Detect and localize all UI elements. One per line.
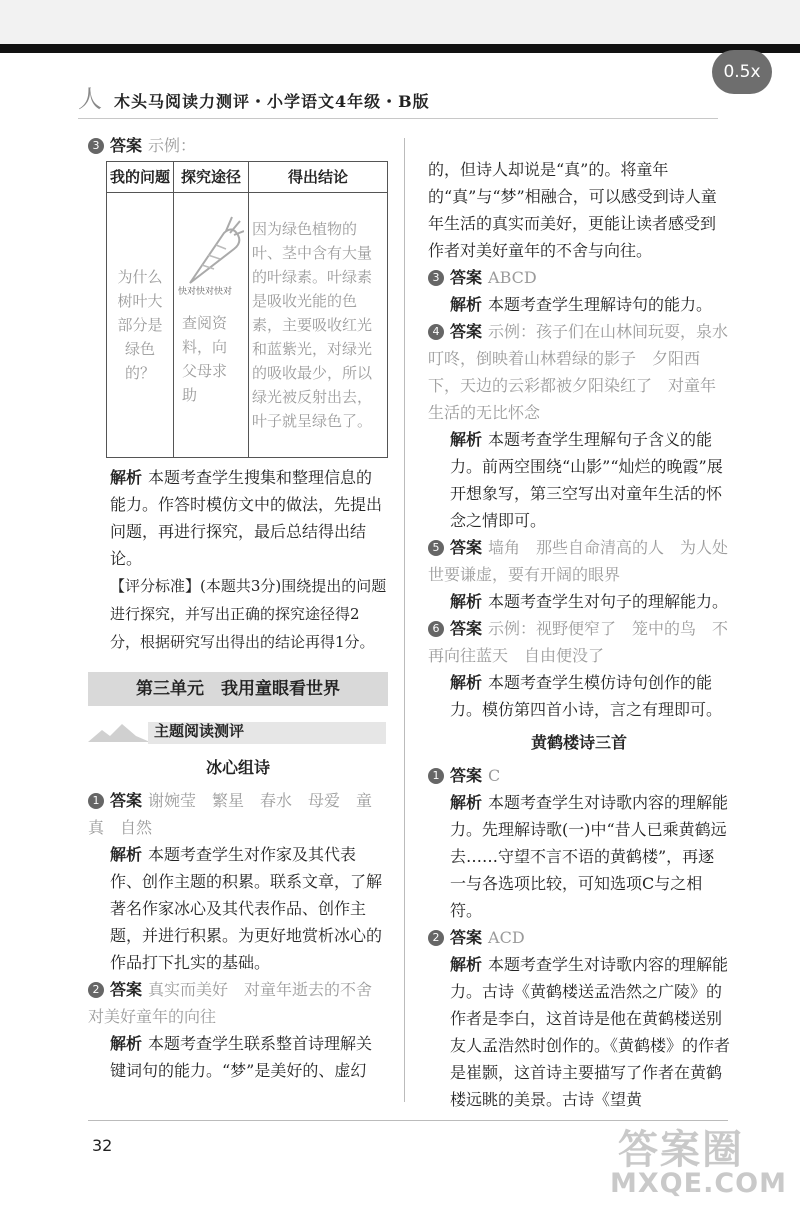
analysis-label: 解析 [450,592,483,611]
unit-title-banner: 第三单元 我用童眼看世界 [88,672,388,706]
analysis-text: 本题考查学生对句子的理解能力。 [488,592,729,611]
inquiry-table [106,161,388,458]
q2-answer-line [88,976,388,1030]
answer-label: 答案 [450,322,483,341]
analysis-label: 解析 [450,430,483,449]
table-header-question: 我的问题 [107,162,174,193]
watermark-text: 答案圈 [618,1127,744,1173]
q3-analysis [428,291,730,318]
q4-answer-line [428,318,730,426]
r1-analysis [428,789,730,924]
question-number-badge: 4 [428,324,444,340]
answer-label: 答案 [110,136,143,155]
publisher-logo-icon: 人 [78,85,102,113]
question-number-badge: 2 [88,982,104,998]
q3-answer-line [88,132,388,159]
question-number-badge: 2 [428,930,444,946]
r2-analysis [428,951,730,1113]
analysis-label: 解析 [110,1034,143,1053]
analysis-text: 本题考查学生模仿诗句创作的能力。模仿第四首小诗，言之有理即可。 [450,673,723,719]
watermark-url: MXQE.COM [610,1168,787,1199]
q5-answer-line [428,534,730,588]
passage-title: 黄鹤楼诗三首 [530,733,627,752]
answer-value: 示例： [148,136,197,155]
zoom-indicator-button[interactable]: 0.5x [712,50,772,94]
question-number-badge: 1 [428,768,444,784]
analysis-label: 解析 [450,673,483,692]
watermark-logo [588,1118,788,1206]
r1-answer-line [428,762,730,789]
q1-analysis [88,841,388,976]
passage-title: 冰心组诗 [205,758,270,777]
analysis-text: 本题考查学生搜集和整理信息的能力。作答时模仿文中的做法，先提出问题，再进行探究，最后总结得出结论。 [110,468,383,568]
answer-label: 答案 [110,791,143,810]
question-number-badge: 3 [88,138,104,154]
answer-value: 真实而美好 对童年逝去的不舍 对美好童年的向往 [88,980,389,1026]
q4-analysis [428,426,730,534]
table-cell-question: 为什么树叶大部分是绿色的？ [107,193,174,458]
answer-value: C [488,766,501,785]
column-divider [404,138,405,1102]
answer-value: ACD [488,928,525,947]
section-heading [88,716,388,746]
analysis-text: 本题考查学生理解诗句的能力。 [488,295,713,314]
table-cell-conclusion: 因为绿色植物的叶、茎中含有大量的叶绿素。叶绿素是吸收光能的色素，主要吸收红光和蓝紫光，对绿光的吸收最少，所以绿光被反射出去，叶子就呈绿色了。 [249,193,388,458]
analysis-text: 本题考查学生对诗歌内容的理解能力。先理解诗歌(一)中“昔人已乘黄鹤远去……守望不言不语的黄鹤楼”，再逐一与各选项比较，可知选项C与之相符。 [450,793,729,920]
page-number: 32 [92,1136,113,1155]
answer-label: 答案 [110,980,143,999]
question-number-badge: 6 [428,621,444,637]
sticker-text: 快对快对快对 [178,287,233,297]
book-title: 木头马阅读力测评・小学语文4年级・B版 [114,92,430,111]
analysis-label: 解析 [450,793,483,812]
answer-label: 答案 [450,268,483,287]
q5-analysis [428,588,730,615]
analysis-label: 解析 [110,468,143,487]
answer-label: 答案 [450,766,483,785]
viewer-black-bar [0,44,800,53]
answer-value: 谢婉莹 繁星 春水 母爱 童真 自然 [88,791,373,837]
q6-analysis [428,669,730,723]
answer-label: 答案 [450,928,483,947]
table-header-method: 探究途径 [174,162,249,193]
answer-value: 示例：孩子们在山林间玩耍，泉水叮咚，倒映着山林碧绿的影子 夕阳西下，天边的云彩都被夕阳染红了 对童年生活的无比怀念 [428,322,729,422]
table-header-conclusion: 得出结论 [249,162,388,193]
analysis-text: 本题考查学生对作家及其代表作、创作主题的积累。联系文章，了解著名作家冰心及其代表作品、创作主题，并进行积累。为更好地赏析冰心的作品打下扎实的基础。 [110,845,383,972]
q3-answer-line [428,264,730,291]
question-number-badge: 3 [428,270,444,286]
left-column [88,132,388,1084]
header-rule [78,118,718,119]
question-number-badge: 5 [428,540,444,556]
answer-value: 示例：视野便窄了 笼中的鸟 不再向往蓝天 自由便没了 [428,619,729,665]
scoring-standard: 【评分标准】(本题共3分)围绕提出的问题进行探究，并写出正确的探究途径得2分，根据研究写出得出的结论再得1分。 [110,577,387,651]
q1-answer-line [88,787,388,841]
analysis-label: 解析 [450,295,483,314]
q3-analysis [88,464,388,572]
section-title: 主题阅读测评 [154,722,245,740]
answer-label: 答案 [450,538,483,557]
answer-label: 答案 [450,619,483,638]
analysis-text: 本题考查学生对诗歌内容的理解能力。古诗《黄鹤楼送孟浩然之广陵》的作者是李白，这首诗是他在黄鹤楼送别友人孟浩然时创作的。《黄鹤楼》的作者是崔颢，这首诗主要描写了作者在黄鹤楼远眺的美景。古诗《望黄 [450,955,731,1109]
analysis-label: 解析 [110,845,143,864]
analysis-text: 本题考查学生联系整首诗理解关键词句的能力。“梦”是美好的、虚幻 [110,1034,373,1080]
table-cell-method [174,193,249,458]
analysis-text: 本题考查学生理解句子含义的能力。前两空围绕“山影”“灿烂的晚霞”展开想象写，第三空写出对童年生活的怀念之情即可。 [450,430,723,530]
carrot-sticker-icon [180,211,244,291]
right-column [428,156,730,1113]
answer-value: 墙角 那些自命清高的人 为人处世要谦虚，要有开阔的眼界 [428,538,729,584]
method-text: 查阅资料，向父母求助 [182,314,228,404]
viewer-top-band [0,0,800,44]
answer-value: ABCD [488,268,537,287]
analysis-label: 解析 [450,955,483,974]
question-number-badge: 1 [88,793,104,809]
q6-answer-line [428,615,730,669]
page-header [78,86,718,114]
continued-analysis: 的，但诗人却说是“真”的。将童年的“真”与“梦”相融合，可以感受到诗人童年生活的真实而美好，更能让读者感受到作者对美好童年的不舍与向往。 [428,160,717,260]
r2-answer-line [428,924,730,951]
mountain-icon [88,722,150,742]
q2-analysis [88,1030,388,1084]
